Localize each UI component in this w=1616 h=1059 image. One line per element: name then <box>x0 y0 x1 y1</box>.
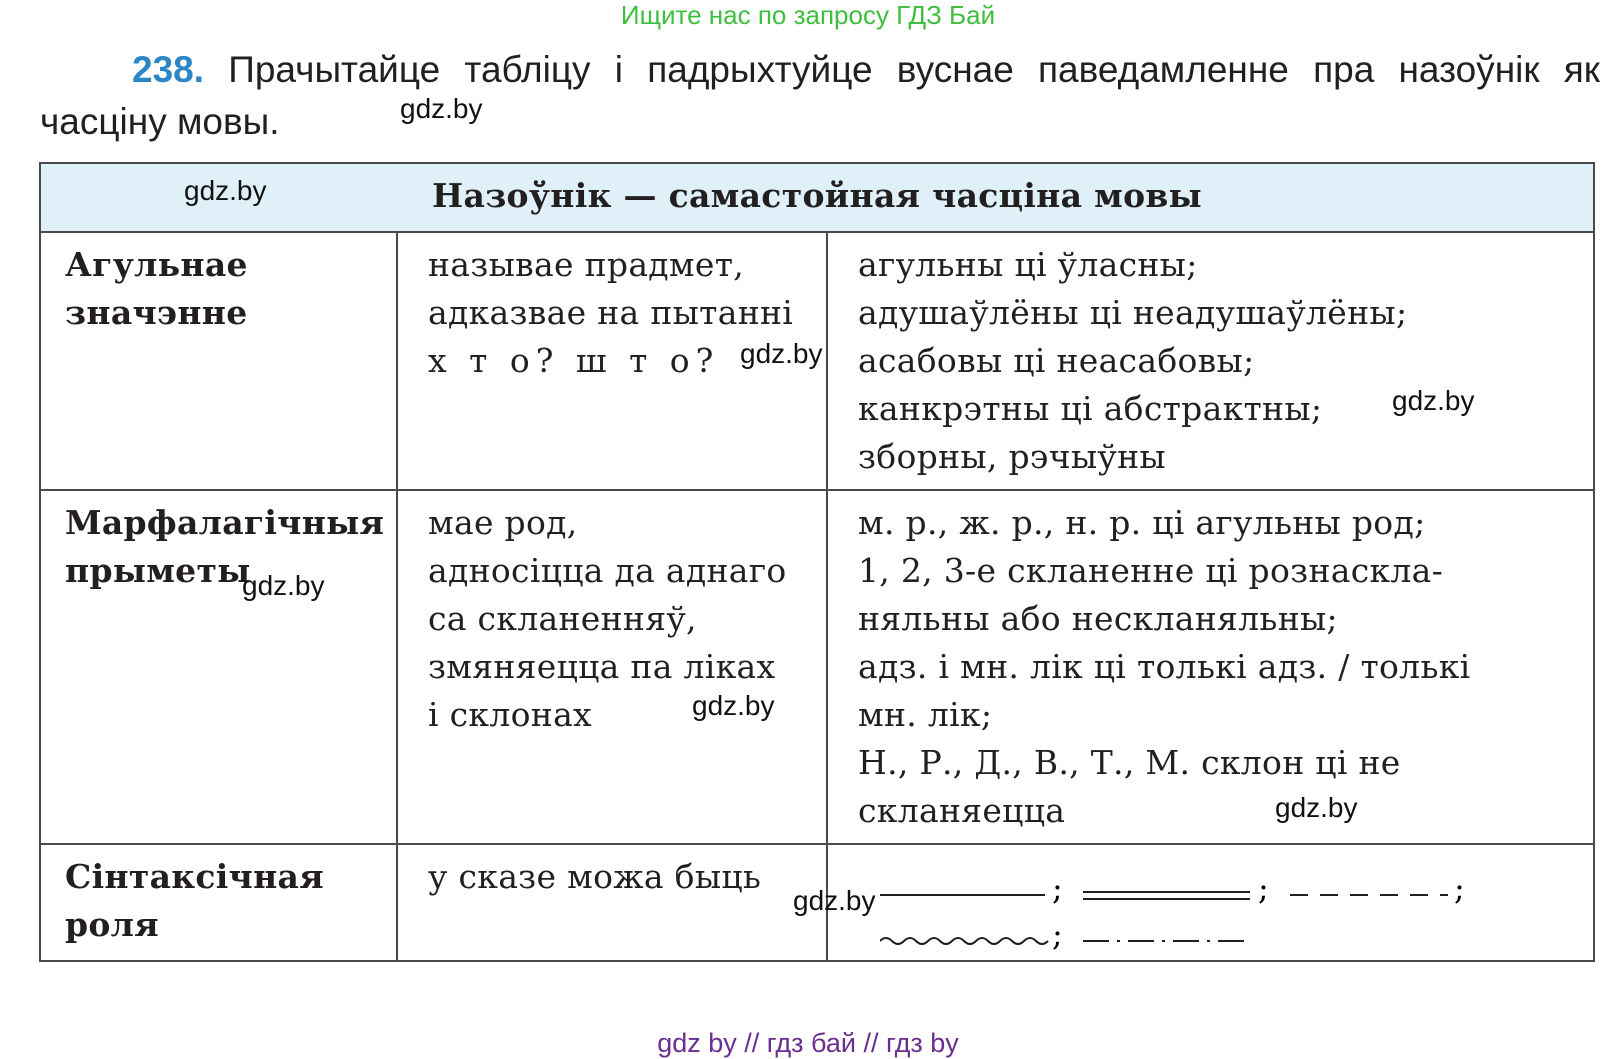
watermark: gdz.by <box>242 570 325 601</box>
watermark: gdz.by <box>1392 385 1475 416</box>
row-description: мае род, адносіцца да аднаго са скланенняў, змяняецца па ліках і склонах <box>397 490 827 844</box>
noun-table <box>39 162 1595 962</box>
table-row <box>40 490 1594 844</box>
row-label: Сінтаксічная роля <box>40 844 397 961</box>
separator: ; <box>1454 885 1465 907</box>
task-number: 238. <box>132 49 205 90</box>
watermark: gdz.by <box>740 338 823 369</box>
row-description: у сказе можа быць <box>397 844 827 961</box>
row-description: называе прадмет, адказвае на пытанні х т о? ш т о? <box>397 232 827 490</box>
row-label: Агульнае значэнне <box>40 232 397 490</box>
separator: ; <box>1052 885 1063 907</box>
separator: ; <box>1052 915 1063 953</box>
search-banner: Ищите нас по запросу ГДЗ Бай <box>620 0 996 30</box>
wavy-underline-icon <box>880 938 1048 944</box>
row-details: м. р., ж. р., н. р. ці агульны род; 1, 2, 3-е скланенне ці рознаскла- няльны або нескланяльны; адз. і мн. лік ці толькі адз. / толькі мн. лік; Н., Р., Д., В., Т., М. склон ці не скланяецца <box>827 490 1594 844</box>
watermark: gdz.by <box>184 175 267 206</box>
watermark: gdz.by <box>400 93 483 124</box>
underline-marks <box>880 885 1500 955</box>
watermark: gdz.by <box>692 690 775 721</box>
task-text <box>40 44 1600 148</box>
separator: ; <box>1258 885 1269 907</box>
task-body: Прачытайце табліцу і падрыхтуйце вуснае паведамленне пра назоўнік як часціну мовы. <box>40 49 1600 142</box>
row-label: Марфалагічныя прыметы <box>40 490 397 844</box>
table-header-row <box>40 163 1594 232</box>
watermark: gdz.by <box>1275 792 1358 823</box>
watermark: gdz.by <box>793 885 876 916</box>
table-header: Назоўнік — самастойная часціна мовы <box>40 163 1594 232</box>
row-details: агульны ці ўласны; адушаўлёны ці неадушаўлёны; асабовы ці неасабовы; канкрэтны ці абстрактны; зборны, рэчыўны <box>827 232 1594 490</box>
footer-links: gdz by // гдз бай // гдз by <box>657 1028 959 1058</box>
